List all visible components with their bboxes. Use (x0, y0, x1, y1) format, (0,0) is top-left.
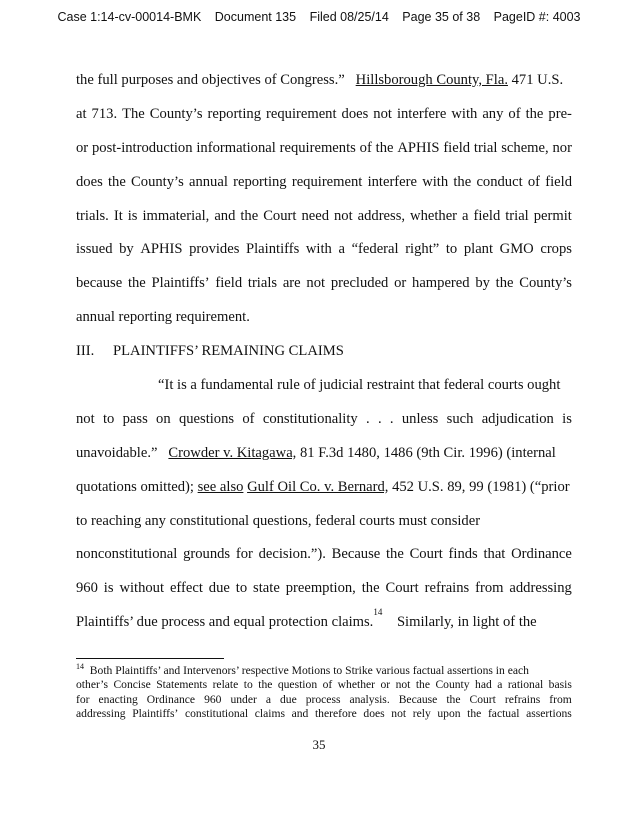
word: Plaintiffs’ (151, 275, 210, 292)
word: is (127, 207, 138, 224)
word: pass (122, 410, 148, 427)
word: not (306, 275, 326, 292)
word: The (122, 105, 145, 122)
word: right” (405, 241, 440, 258)
word: questions (178, 410, 235, 427)
word: need (301, 207, 329, 224)
body-line: “It is a fundamental rule of judicial restraint that federal courts ought (158, 377, 561, 394)
word: because (76, 275, 123, 292)
word: nor (552, 139, 572, 156)
case-citation: Hillsborough County, Fla. (355, 72, 508, 88)
word: APHIS (140, 241, 183, 258)
word: the (415, 678, 430, 692)
word: and (214, 207, 236, 224)
word: Because (331, 546, 381, 563)
word: not (333, 207, 353, 224)
word: trial (505, 207, 529, 224)
filed-date: Filed 08/25/14 (309, 10, 389, 24)
case-citation: Crowder v. Kitagawa, (168, 444, 297, 461)
word: with (451, 105, 478, 122)
word: for (235, 546, 253, 563)
word: It (113, 207, 123, 224)
word: requirement (266, 105, 337, 122)
text-run: Both Plaintiffs’ and Intervenors’ respective Motions to Strike various factual assertions in each (89, 664, 529, 677)
word: trials. (76, 207, 109, 224)
word: scheme, (501, 139, 549, 156)
page-number: 35 (312, 737, 326, 752)
word: preemption, (285, 580, 356, 597)
word: process (305, 692, 341, 706)
word: rely (412, 707, 431, 721)
word: claims (254, 707, 285, 721)
word: “federal (351, 241, 399, 258)
word: are (282, 275, 301, 292)
word: refrains (504, 692, 541, 706)
word: a (265, 692, 271, 706)
word: of (242, 410, 255, 427)
word: to (102, 410, 115, 427)
word: assertions (526, 707, 572, 721)
word: precluded (330, 275, 389, 292)
word: 960 (76, 580, 98, 597)
body-text (76, 70, 572, 646)
word: Plaintiffs (246, 241, 300, 258)
word: by (475, 275, 490, 292)
footnote-line (76, 707, 572, 721)
word: Court (409, 546, 443, 563)
section-number: III. (76, 343, 95, 360)
word: interfere (396, 105, 447, 122)
word: Concise (113, 678, 151, 692)
word: nonconstitutional (76, 546, 178, 563)
page-of: Page 35 of 38 (402, 10, 481, 24)
word: County’s (519, 275, 572, 292)
word: County (435, 678, 470, 692)
word: whether (337, 678, 376, 692)
word: Because (398, 692, 438, 706)
word: County’s (149, 105, 203, 122)
word: with (305, 241, 332, 258)
word: effect (169, 580, 203, 597)
word: does (76, 173, 103, 190)
word: the (375, 139, 394, 156)
word: under (230, 692, 257, 706)
word: constitutional (184, 707, 249, 721)
word: GMO (499, 241, 534, 258)
word: not (395, 678, 411, 692)
word: had (475, 678, 492, 692)
word: the (385, 546, 404, 563)
word: Court (469, 692, 496, 706)
word: basis (548, 678, 572, 692)
case-header (0, 10, 638, 24)
word: or (380, 678, 391, 692)
document-number: Document 135 (214, 10, 297, 24)
body-line (76, 172, 572, 206)
body-line (76, 206, 572, 240)
word: reporting (233, 173, 287, 190)
word: the (467, 707, 482, 721)
word: the (495, 275, 514, 292)
word: requirements (279, 139, 356, 156)
word: by (119, 241, 134, 258)
word: . (366, 410, 370, 427)
word: for (76, 692, 90, 706)
word: APHIS (397, 139, 440, 156)
word: rational (507, 678, 544, 692)
word: permit (533, 207, 572, 224)
word: does (363, 707, 385, 721)
case-citation: Gulf Oil Co. v. Bernard, (247, 478, 389, 495)
word: provides (189, 241, 240, 258)
word: is (562, 410, 572, 427)
word: state (253, 580, 280, 597)
word: a (338, 241, 345, 258)
word: to (235, 580, 248, 597)
text-run: the full purposes and objectives of Congress.” (76, 72, 345, 88)
word: 960 (204, 692, 222, 706)
word: field (473, 207, 501, 224)
word: the (525, 105, 544, 122)
word: field (545, 173, 572, 190)
word: not (391, 707, 407, 721)
word: with (422, 173, 449, 190)
word: not (373, 105, 392, 122)
word: from (475, 580, 504, 597)
section-heading (76, 341, 572, 375)
word: refrains (424, 580, 470, 597)
section-title: PLAINTIFFS’ REMAINING CLAIMS (113, 343, 344, 360)
case-number: Case 1:14-cv-00014-BMK (57, 10, 202, 24)
word: unless (401, 410, 439, 427)
word: of (359, 139, 372, 156)
word: constitutionality (262, 410, 358, 427)
word: or (76, 139, 89, 156)
word: Ordinance (146, 692, 196, 706)
word: due (279, 692, 297, 706)
word: other’s (76, 678, 108, 692)
word: addressing (76, 707, 126, 721)
word: trials (247, 275, 278, 292)
word: plant (463, 241, 494, 258)
body-line (76, 273, 572, 307)
text-run: Similarly, in light of the (396, 614, 537, 631)
word: addressing (509, 580, 572, 597)
word: requirement (291, 173, 363, 190)
word: whether (410, 207, 458, 224)
word: . (377, 410, 382, 427)
word: 713. (91, 105, 118, 122)
word: from (549, 692, 572, 706)
word: field (443, 139, 471, 156)
word: any (482, 105, 504, 122)
word: a (462, 207, 469, 224)
word: at (76, 105, 87, 122)
footnote-divider (76, 658, 224, 659)
footnote-line (76, 678, 572, 692)
word: therefore (314, 707, 357, 721)
word: grounds (183, 546, 231, 563)
word: the (446, 692, 461, 706)
word: field (215, 275, 243, 292)
word: not (76, 410, 95, 427)
word: of (322, 678, 333, 692)
footnote-line (76, 693, 572, 707)
body-line (76, 138, 572, 172)
body-line: to reaching any constitutional questions, federal courts must consider (76, 512, 481, 529)
word: trial (473, 139, 498, 156)
word: to (243, 678, 253, 692)
word: upon (437, 707, 461, 721)
word: factual (487, 707, 520, 721)
word: . (389, 410, 394, 427)
word: that (483, 546, 506, 563)
word: analysis. (349, 692, 390, 706)
word: adjudication (481, 410, 554, 427)
word: of (527, 173, 541, 190)
word: annual (188, 173, 228, 190)
word: the (258, 678, 273, 692)
word: is (103, 580, 114, 597)
signal-see-also: see also (197, 478, 244, 495)
word: Ordinance (511, 546, 572, 563)
word: Plaintiffs’ (132, 707, 179, 721)
word: hampered (412, 275, 470, 292)
word: informational (196, 139, 276, 156)
word: reporting (207, 105, 262, 122)
word: post-introduction (92, 139, 193, 156)
text-run: quotations omitted); (76, 478, 194, 495)
text-run: 81 F.3d 1480, 1486 (9th Cir. 1996) (internal (300, 444, 556, 461)
text-run: Plaintiffs’ due process and equal protection claims. (76, 614, 374, 631)
word: relate (212, 678, 239, 692)
word: such (446, 410, 474, 427)
word: on (156, 410, 171, 427)
body-line (76, 477, 572, 511)
word: issued (76, 241, 113, 258)
word: the (240, 207, 259, 224)
body-line (76, 239, 572, 273)
word: conduct (476, 173, 523, 190)
word: or (394, 275, 407, 292)
body-line: annual reporting requirement. (76, 309, 250, 326)
page-id: PageID #: 4003 (493, 10, 581, 24)
word: Court (263, 207, 297, 224)
word: to (445, 241, 458, 258)
word: and (291, 707, 309, 721)
word: finds (448, 546, 478, 563)
word: due (208, 580, 230, 597)
word: address, (357, 207, 406, 224)
body-line (76, 70, 572, 104)
body-line (76, 607, 572, 646)
word: pre- (548, 105, 572, 122)
word: immaterial, (142, 207, 210, 224)
body-line (76, 409, 572, 443)
footnote (76, 664, 572, 722)
word: Statements (156, 678, 208, 692)
word: Court (385, 580, 419, 597)
word: interfere (367, 173, 417, 190)
text-run: 452 U.S. 89, 99 (1981) (“prior (392, 478, 570, 495)
word: decision.”). (258, 546, 326, 563)
word: County’s (131, 173, 184, 190)
footnote-reference: 14 (373, 607, 383, 618)
word: a (497, 678, 503, 692)
body-line (76, 443, 572, 477)
word: the (127, 275, 146, 292)
text-run: 471 U.S. (511, 72, 564, 88)
word: without (119, 580, 165, 597)
word: of (508, 105, 521, 122)
body-line (76, 104, 572, 138)
word: the (361, 580, 380, 597)
word: the (453, 173, 472, 190)
footnote-line (76, 664, 572, 678)
footnote-marker: 14 (76, 662, 84, 671)
word: does (341, 105, 369, 122)
word: enacting (98, 692, 138, 706)
word: crops (540, 241, 572, 258)
word: question (277, 678, 318, 692)
body-line (76, 578, 572, 612)
text-run: unavoidable.” (76, 444, 158, 461)
body-line (76, 544, 572, 578)
word: the (107, 173, 126, 190)
